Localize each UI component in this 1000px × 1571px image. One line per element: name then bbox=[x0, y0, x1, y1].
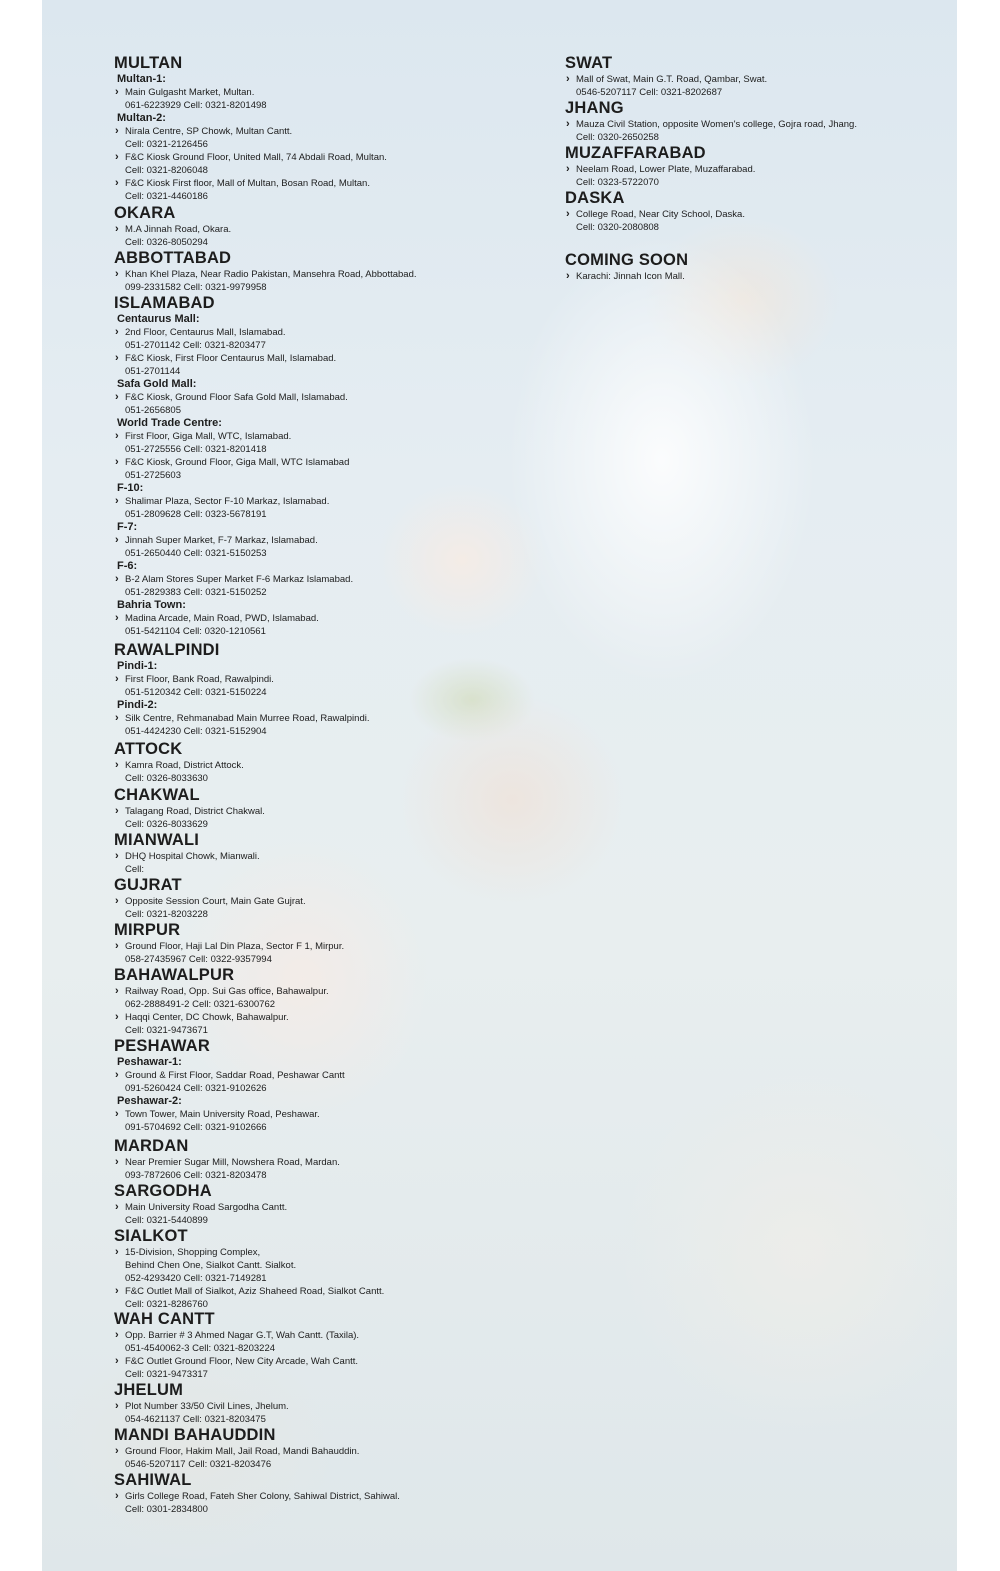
contact-line: 0546-5207117 Cell: 0321-8203476 bbox=[125, 1459, 272, 1470]
address-line: First Floor, Bank Road, Rawalpindi. bbox=[125, 674, 274, 685]
address-line: Kamra Road, District Attock. bbox=[125, 760, 244, 771]
city-heading: MIANWALI bbox=[114, 831, 200, 849]
contact-line: 051-2725603 bbox=[125, 470, 181, 481]
chevron-right-icon: › bbox=[115, 940, 119, 952]
branch-subheading: Bahria Town: bbox=[117, 599, 186, 611]
contact-line: Cell: 0320-2080808 bbox=[576, 222, 659, 233]
location-section-mianwali bbox=[114, 831, 260, 876]
address-entry bbox=[114, 573, 353, 599]
city-heading: ABBOTTABAD bbox=[114, 249, 232, 267]
chevron-right-icon: › bbox=[115, 1445, 119, 1457]
contact-line: Cell: 0323-5722070 bbox=[576, 177, 659, 188]
location-section-peshawar bbox=[114, 1037, 345, 1134]
chevron-right-icon: › bbox=[115, 759, 119, 771]
contact-line: Cell: 0321-5440899 bbox=[125, 1215, 208, 1226]
contact-line: 052-4293420 Cell: 0321-7149281 bbox=[125, 1273, 267, 1284]
address-line: Near Premier Sugar Mill, Nowshera Road, Mardan. bbox=[125, 1157, 340, 1168]
address-line: College Road, Near City School, Daska. bbox=[576, 209, 745, 220]
address-entry bbox=[114, 177, 387, 203]
location-section-mardan bbox=[114, 1137, 340, 1182]
city-heading: RAWALPINDI bbox=[114, 641, 220, 659]
contact-line: 058-27435967 Cell: 0322-9357994 bbox=[125, 954, 272, 965]
city-heading: SAHIWAL bbox=[114, 1471, 192, 1489]
address-line: F&C Kiosk, Ground Floor, Giga Mall, WTC Islamabad bbox=[125, 457, 350, 468]
chevron-right-icon: › bbox=[566, 208, 570, 220]
address-line: F&C Kiosk, Ground Floor Safa Gold Mall, Islamabad. bbox=[125, 392, 348, 403]
location-section-swat bbox=[565, 54, 767, 99]
address-line: Mauza Civil Station, opposite Women's college, Gojra road, Jhang. bbox=[576, 119, 857, 130]
address-line: Plot Number 33/50 Civil Lines, Jhelum. bbox=[125, 1401, 289, 1412]
address-entry bbox=[114, 326, 353, 352]
chevron-right-icon: › bbox=[115, 1490, 119, 1502]
address-entry bbox=[565, 118, 857, 144]
address-entry bbox=[565, 208, 745, 234]
chevron-right-icon: › bbox=[566, 163, 570, 175]
chevron-right-icon: › bbox=[115, 268, 119, 280]
contact-line: 0546-5207117 Cell: 0321-8202687 bbox=[576, 87, 723, 98]
chevron-right-icon: › bbox=[115, 1156, 119, 1168]
location-section-rawalpindi bbox=[114, 641, 369, 738]
city-heading: MULTAN bbox=[114, 54, 183, 72]
contact-line: 099-2331582 Cell: 0321-9979958 bbox=[125, 282, 267, 293]
address-line: Talagang Road, District Chakwal. bbox=[125, 806, 265, 817]
address-entry bbox=[114, 534, 353, 560]
address-entry bbox=[114, 850, 260, 876]
location-section-coming-soon bbox=[565, 251, 688, 283]
contact-line: 054-4621137 Cell: 0321-8203475 bbox=[125, 1414, 266, 1425]
address-entry bbox=[114, 391, 353, 417]
contact-line: 051-5120342 Cell: 0321-5150224 bbox=[125, 687, 267, 698]
location-section-muzaffarabad bbox=[565, 144, 755, 189]
contact-line: 051-2809628 Cell: 0323-5678191 bbox=[125, 509, 267, 520]
city-heading: JHELUM bbox=[114, 1381, 184, 1399]
address-entry bbox=[114, 223, 231, 249]
city-heading: SWAT bbox=[565, 54, 613, 72]
chevron-right-icon: › bbox=[115, 1201, 119, 1213]
address-line: Jinnah Super Market, F-7 Markaz, Islamabad. bbox=[125, 535, 318, 546]
chevron-right-icon: › bbox=[115, 495, 119, 507]
contact-line: Cell: 0321-2126456 bbox=[125, 139, 208, 150]
chevron-right-icon: › bbox=[115, 223, 119, 235]
address-entry bbox=[114, 1011, 329, 1037]
city-heading: WAH CANTT bbox=[114, 1310, 215, 1328]
contact-line: 051-4540062-3 Cell: 0321-8203224 bbox=[125, 1343, 276, 1354]
address-line: Karachi: Jinnah Icon Mall. bbox=[576, 271, 685, 282]
address-entry bbox=[114, 125, 387, 151]
address-line: Opp. Barrier # 3 Ahmed Nagar G.T, Wah Cantt. (Taxila). bbox=[125, 1330, 360, 1341]
city-heading: PESHAWAR bbox=[114, 1037, 211, 1055]
contact-line: Cell: 0326-8033630 bbox=[125, 773, 208, 784]
location-section-multan bbox=[114, 54, 387, 203]
location-section-chakwal bbox=[114, 786, 265, 831]
chevron-right-icon: › bbox=[115, 712, 119, 724]
address-line: F&C Kiosk Ground Floor, United Mall, 74 Abdali Road, Multan. bbox=[125, 152, 387, 163]
chevron-right-icon: › bbox=[115, 1069, 119, 1081]
branch-subheading: Peshawar-2: bbox=[117, 1095, 182, 1107]
chevron-right-icon: › bbox=[115, 1246, 119, 1258]
branch-subheading: F-6: bbox=[117, 560, 138, 572]
address-line: Silk Centre, Rehmanabad Main Murree Road, Rawalpindi. bbox=[125, 713, 370, 724]
address-entry bbox=[114, 1400, 289, 1426]
address-line: F&C Outlet Ground Floor, New City Arcade, Wah Cantt. bbox=[125, 1356, 359, 1367]
address-entry bbox=[114, 495, 353, 521]
contact-line: Cell: 0321-9473671 bbox=[125, 1025, 208, 1036]
chevron-right-icon: › bbox=[115, 391, 119, 403]
branch-subheading: Multan-1: bbox=[117, 73, 166, 85]
city-heading: SIALKOT bbox=[114, 1227, 188, 1245]
chevron-right-icon: › bbox=[566, 118, 570, 130]
address-entry bbox=[114, 151, 387, 177]
location-section-mirpur bbox=[114, 921, 344, 966]
address-entry bbox=[114, 1201, 287, 1227]
chevron-right-icon: › bbox=[115, 430, 119, 442]
city-heading: MANDI BAHAUDDIN bbox=[114, 1426, 276, 1444]
contact-line: 051-2650440 Cell: 0321-5150253 bbox=[125, 548, 267, 559]
address-line: F&C Outlet Mall of Sialkot, Aziz Shaheed Road, Sialkot Cantt. bbox=[125, 1286, 385, 1297]
branch-subheading: Peshawar-1: bbox=[117, 1056, 182, 1068]
contact-line: Cell: 0321-9473317 bbox=[125, 1369, 208, 1380]
branch-subheading: Safa Gold Mall: bbox=[117, 378, 197, 390]
store-directory-page bbox=[42, 0, 957, 1571]
address-entry bbox=[114, 352, 353, 378]
chevron-right-icon: › bbox=[115, 177, 119, 189]
address-line: 15-Division, Shopping Complex, bbox=[125, 1247, 261, 1258]
contact-line: Cell: 0321-4460186 bbox=[125, 191, 208, 202]
location-section-abbottabad bbox=[114, 249, 417, 294]
location-section-attock bbox=[114, 740, 244, 785]
address-line: Khan Khel Plaza, Near Radio Pakistan, Mansehra Road, Abbottabad. bbox=[125, 269, 417, 280]
address-line: Girls College Road, Fateh Sher Colony, Sahiwal District, Sahiwal. bbox=[125, 1491, 400, 1502]
location-section-jhelum bbox=[114, 1381, 289, 1426]
address-entry bbox=[114, 1355, 359, 1381]
location-section-bahawalpur bbox=[114, 966, 329, 1037]
address-entry bbox=[565, 163, 755, 189]
chevron-right-icon: › bbox=[115, 1285, 119, 1297]
address-line: M.A Jinnah Road, Okara. bbox=[125, 224, 232, 235]
chevron-right-icon: › bbox=[115, 352, 119, 364]
contact-line: Cell: 0320-2650258 bbox=[576, 132, 659, 143]
location-section-sialkot bbox=[114, 1227, 384, 1311]
address-line: Town Tower, Main University Road, Peshawar. bbox=[125, 1109, 320, 1120]
chevron-right-icon: › bbox=[115, 1355, 119, 1367]
city-heading: MUZAFFARABAD bbox=[565, 144, 706, 162]
address-line: B-2 Alam Stores Super Market F-6 Markaz Islamabad. bbox=[125, 574, 354, 585]
city-heading: SARGODHA bbox=[114, 1182, 212, 1200]
address-entry bbox=[114, 430, 353, 456]
address-entry bbox=[114, 1445, 359, 1471]
chevron-right-icon: › bbox=[115, 1400, 119, 1412]
chevron-right-icon: › bbox=[115, 805, 119, 817]
chevron-right-icon: › bbox=[566, 73, 570, 85]
location-section-okara bbox=[114, 204, 231, 249]
address-entry bbox=[114, 1329, 359, 1355]
chevron-right-icon: › bbox=[115, 1329, 119, 1341]
contact-line: 061-6223929 Cell: 0321-8201498 bbox=[125, 100, 267, 111]
address-entry bbox=[114, 805, 265, 831]
city-heading: GUJRAT bbox=[114, 876, 182, 894]
branch-subheading: Multan-2: bbox=[117, 112, 166, 124]
chevron-right-icon: › bbox=[115, 612, 119, 624]
address-line: Neelam Road, Lower Plate, Muzaffarabad. bbox=[576, 164, 756, 175]
address-entry bbox=[114, 456, 353, 482]
city-heading: DASKA bbox=[565, 189, 625, 207]
chevron-right-icon: › bbox=[115, 456, 119, 468]
contact-line: 091-5260424 Cell: 0321-9102626 bbox=[125, 1083, 267, 1094]
contact-line: 051-2701142 Cell: 0321-8203477 bbox=[125, 340, 266, 351]
contact-line: Cell: 0321-8286760 bbox=[125, 1299, 208, 1310]
address-line: Main University Road Sargodha Cantt. bbox=[125, 1202, 288, 1213]
city-heading: COMING SOON bbox=[565, 251, 689, 269]
chevron-right-icon: › bbox=[115, 850, 119, 862]
chevron-right-icon: › bbox=[115, 573, 119, 585]
contact-line: 051-2829383 Cell: 0321-5150252 bbox=[125, 587, 267, 598]
contact-line: 051-5421104 Cell: 0320-1210561 bbox=[125, 626, 266, 637]
location-section-jhang bbox=[565, 99, 857, 144]
location-section-mandi-bahauddin bbox=[114, 1426, 359, 1471]
location-section-gujrat bbox=[114, 876, 306, 921]
address-line: Madina Arcade, Main Road, PWD, Islamabad. bbox=[125, 613, 319, 624]
address-entry bbox=[114, 1156, 340, 1182]
location-section-islamabad bbox=[114, 294, 353, 638]
address-entry bbox=[114, 1108, 345, 1134]
branch-subheading: Pindi-2: bbox=[117, 699, 158, 711]
address-entry bbox=[114, 985, 329, 1011]
address-line: F&C Kiosk First floor, Mall of Multan, Bosan Road, Multan. bbox=[125, 178, 370, 189]
chevron-right-icon: › bbox=[115, 985, 119, 997]
chevron-right-icon: › bbox=[115, 1108, 119, 1120]
contact-line: 051-2701144 bbox=[125, 366, 181, 377]
address-entry bbox=[114, 268, 417, 294]
chevron-right-icon: › bbox=[115, 326, 119, 338]
address-entry bbox=[114, 86, 387, 112]
address-entry bbox=[114, 759, 244, 785]
chevron-right-icon: › bbox=[115, 673, 119, 685]
chevron-right-icon: › bbox=[115, 86, 119, 98]
location-section-daska bbox=[565, 189, 745, 234]
location-section-wah-cantt bbox=[114, 1310, 359, 1381]
address-entry bbox=[114, 712, 369, 738]
address-entry bbox=[114, 1246, 384, 1285]
address-entry bbox=[114, 612, 353, 638]
branch-subheading: Centaurus Mall: bbox=[117, 313, 200, 325]
contact-line: 051-2725556 Cell: 0321-8201418 bbox=[125, 444, 267, 455]
city-heading: OKARA bbox=[114, 204, 176, 222]
branch-subheading: F-10: bbox=[117, 482, 144, 494]
address-line: Ground Floor, Hakim Mall, Jail Road, Mandi Bahauddin. bbox=[125, 1446, 360, 1457]
contact-line: Cell: 0326-8033629 bbox=[125, 819, 208, 830]
address-entry bbox=[565, 270, 688, 283]
chevron-right-icon: › bbox=[115, 1011, 119, 1023]
city-heading: MARDAN bbox=[114, 1137, 189, 1155]
contact-line: Cell: bbox=[125, 864, 145, 875]
city-heading: JHANG bbox=[565, 99, 624, 117]
address-line: Opposite Session Court, Main Gate Gujrat. bbox=[125, 896, 306, 907]
contact-line: 091-5704692 Cell: 0321-9102666 bbox=[125, 1122, 267, 1133]
branch-subheading: Pindi-1: bbox=[117, 660, 158, 672]
chevron-right-icon: › bbox=[115, 151, 119, 163]
location-section-sargodha bbox=[114, 1182, 287, 1227]
contact-line: 062-2888491-2 Cell: 0321-6300762 bbox=[125, 999, 276, 1010]
address-entry bbox=[565, 73, 767, 99]
contact-line: Cell: 0321-8206048 bbox=[125, 165, 208, 176]
address-entry bbox=[114, 895, 306, 921]
address-line: Nirala Centre, SP Chowk, Multan Cantt. bbox=[125, 126, 293, 137]
chevron-right-icon: › bbox=[115, 895, 119, 907]
address-line: Shalimar Plaza, Sector F-10 Markaz, Islamabad. bbox=[125, 496, 330, 507]
contact-line: 051-4424230 Cell: 0321-5152904 bbox=[125, 726, 267, 737]
address-entry bbox=[114, 1069, 345, 1095]
contact-line: Behind Chen One, Sialkot Cantt. Sialkot. bbox=[125, 1260, 297, 1271]
contact-line: Cell: 0321-8203228 bbox=[125, 909, 208, 920]
chevron-right-icon: › bbox=[566, 270, 570, 282]
city-heading: ISLAMABAD bbox=[114, 294, 215, 312]
city-heading: BAHAWALPUR bbox=[114, 966, 235, 984]
city-heading: ATTOCK bbox=[114, 740, 183, 758]
contact-line: Cell: 0326-8050294 bbox=[125, 237, 208, 248]
address-entry bbox=[114, 1490, 400, 1516]
branch-subheading: F-7: bbox=[117, 521, 138, 533]
address-line: Haqqi Center, DC Chowk, Bahawalpur. bbox=[125, 1012, 289, 1023]
address-line: Ground Floor, Haji Lal Din Plaza, Sector F 1, Mirpur. bbox=[125, 941, 345, 952]
contact-line: 051-2656805 bbox=[125, 405, 181, 416]
city-heading: CHAKWAL bbox=[114, 786, 200, 804]
address-line: Main Gulgasht Market, Multan. bbox=[125, 87, 255, 98]
address-entry bbox=[114, 940, 344, 966]
contact-line: 093-7872606 Cell: 0321-8203478 bbox=[125, 1170, 267, 1181]
address-line: First Floor, Giga Mall, WTC, Islamabad. bbox=[125, 431, 292, 442]
address-line: Mall of Swat, Main G.T. Road, Qambar, Swat. bbox=[576, 74, 768, 85]
address-entry bbox=[114, 673, 369, 699]
address-line: Ground & First Floor, Saddar Road, Peshawar Cantt bbox=[125, 1070, 345, 1081]
address-entry bbox=[114, 1285, 384, 1311]
chevron-right-icon: › bbox=[115, 125, 119, 137]
contact-line: Cell: 0301-2834800 bbox=[125, 1504, 208, 1515]
address-line: DHQ Hospital Chowk, Mianwali. bbox=[125, 851, 260, 862]
address-line: Railway Road, Opp. Sui Gas office, Bahawalpur. bbox=[125, 986, 329, 997]
city-heading: MIRPUR bbox=[114, 921, 181, 939]
location-section-sahiwal bbox=[114, 1471, 400, 1516]
chevron-right-icon: › bbox=[115, 534, 119, 546]
branch-subheading: World Trade Centre: bbox=[117, 417, 222, 429]
address-line: 2nd Floor, Centaurus Mall, Islamabad. bbox=[125, 327, 286, 338]
address-line: F&C Kiosk, First Floor Centaurus Mall, Islamabad. bbox=[125, 353, 337, 364]
